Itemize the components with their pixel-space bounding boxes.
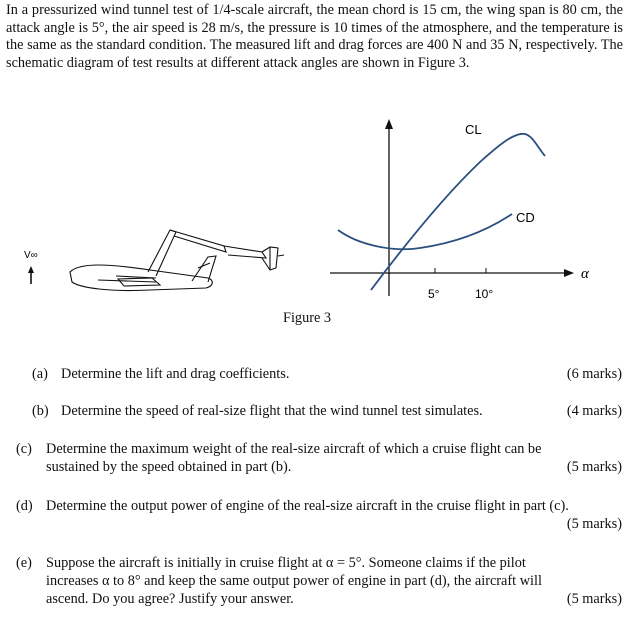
cl-label: CL — [465, 122, 482, 137]
question-a-text: Determine the lift and drag coefficients. — [61, 366, 290, 382]
question-c — [16, 440, 622, 478]
question-d-text: Determine the output power of engine of the real-size aircraft in the cruise flight in part (c). — [46, 498, 569, 514]
tick-label-5: 5° — [428, 287, 440, 301]
problem-intro: In a pressurized wind tunnel test of 1/4-scale aircraft, the mean chord is 15 cm, the wing span is 80 cm, the attack angle is 5°, the air speed is 28 m/s, the pressure is 10 times of the atmosphere, and the temperature is the same as the standard condition. The measured lift and drag forces are 400 N and 35 N, respectively. The schematic diagram of test results at different attack angles are shown in Figure 3. — [6, 2, 623, 71]
question-c-text-line2: sustained by the speed obtained in part (b). — [46, 459, 292, 475]
drag-coefficient-curve — [338, 214, 512, 249]
question-e-text-line3: ascend. Do you agree? Justify your answer. — [46, 591, 294, 607]
question-e-text-line1: Suppose the aircraft is initially in cruise flight at α = 5°. Someone claims if the pilot — [46, 555, 526, 571]
question-c-text-line1: Determine the maximum weight of the real-size aircraft of which a cruise flight can be — [46, 441, 542, 457]
question-b-text: Determine the speed of real-size flight that the wind tunnel test simulates. — [61, 403, 483, 419]
question-e-marks: (5 marks) — [566, 591, 622, 607]
question-e-label: (e) — [16, 555, 32, 571]
question-d-label: (d) — [16, 498, 33, 514]
question-a — [32, 365, 622, 385]
question-b-label: (b) — [32, 403, 49, 419]
cd-label: CD — [516, 210, 535, 225]
question-a-label: (a) — [32, 366, 48, 382]
question-a-marks: (6 marks) — [566, 366, 622, 382]
question-d-marks: (5 marks) — [566, 516, 622, 532]
alpha-axis-label: α — [581, 266, 589, 282]
question-b — [32, 402, 622, 422]
aircraft-model-icon — [70, 230, 284, 291]
question-e-text-line2: increases α to 8° and keep the same output power of engine in part (d), the aircraft will — [46, 573, 542, 589]
figure-caption: Figure 3 — [283, 310, 332, 326]
question-c-label: (c) — [16, 441, 32, 457]
question-b-marks: (4 marks) — [566, 403, 622, 419]
question-d — [16, 497, 622, 535]
tick-label-10: 10° — [475, 287, 494, 301]
freestream-arrow-icon — [28, 266, 34, 284]
freestream-velocity-label: V∞ — [24, 250, 38, 261]
question-e — [16, 554, 622, 610]
question-c-marks: (5 marks) — [566, 459, 622, 475]
